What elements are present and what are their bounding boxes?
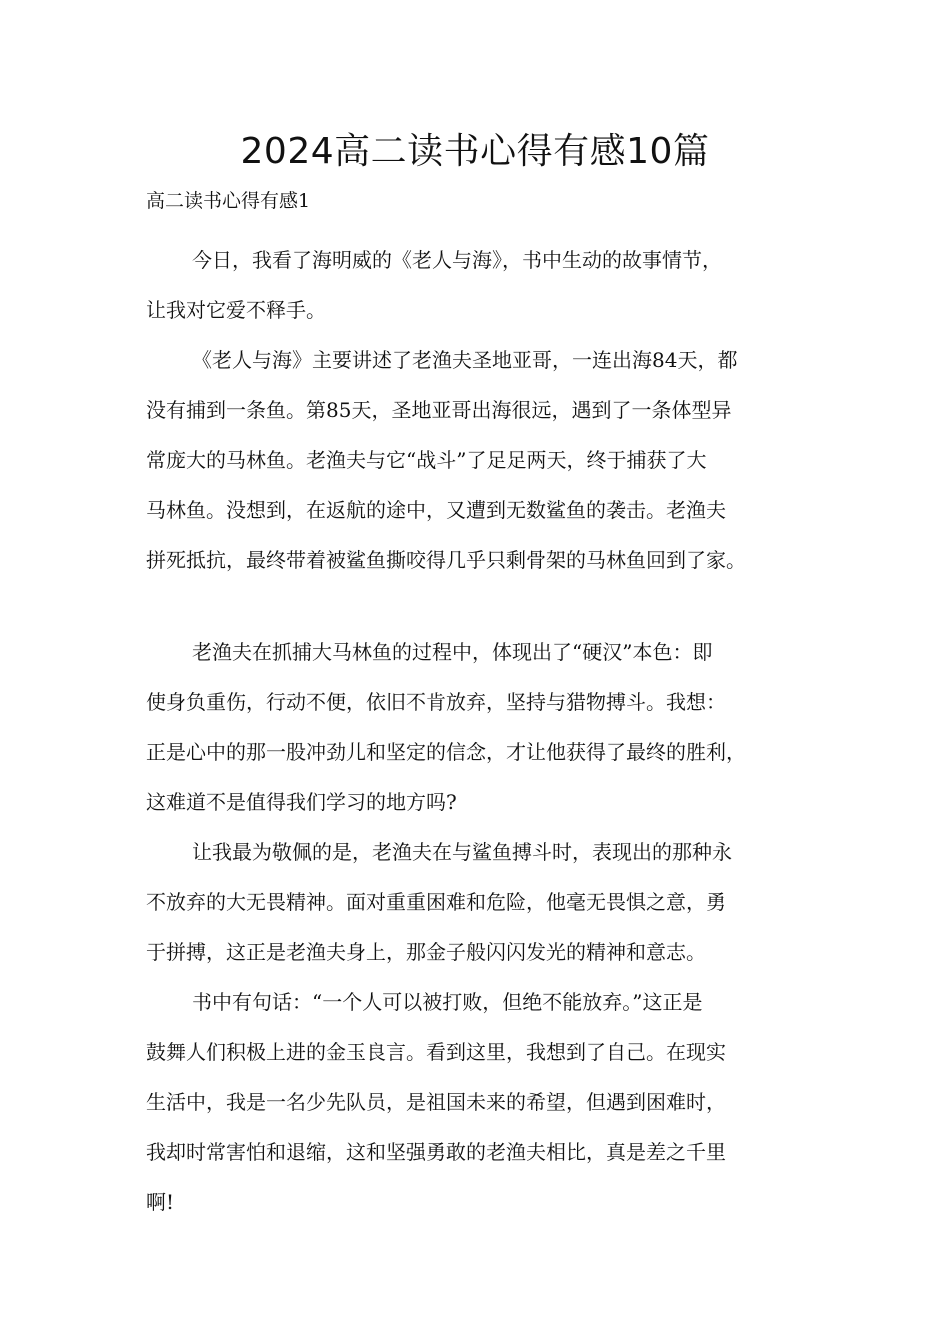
text-line: 使身负重伤，行动不便，依旧不肯放弃，坚持与猎物搏斗。我想： bbox=[146, 690, 726, 714]
text-line: 啊! bbox=[146, 1190, 175, 1214]
text-line: 不放弃的大无畏精神。面对重重困难和危险，他毫无畏惧之意，勇 bbox=[146, 890, 726, 914]
text-line: 正是心中的那一股冲劲儿和坚定的信念，才让他获得了最终的胜利， bbox=[146, 740, 746, 764]
text-line: 这难道不是值得我们学习的地方吗? bbox=[146, 790, 457, 814]
paragraph bbox=[146, 627, 816, 827]
text-line: 老渔夫在抓捕大马林鱼的过程中，体现出了“硬汉”本色：即 bbox=[192, 640, 713, 664]
text-line: 书中有句话：“一个人可以被打败，但绝不能放弃。”这正是 bbox=[192, 990, 703, 1014]
text-line: 生活中，我是一名少先队员，是祖国未来的希望，但遇到困难时， bbox=[146, 1090, 726, 1114]
text-line: 让我最为敬佩的是，老渔夫在与鲨鱼搏斗时，表现出的那种永 bbox=[192, 840, 732, 864]
text-line: 我却时常害怕和退缩，这和坚强勇敢的老渔夫相比，真是差之千里 bbox=[146, 1140, 726, 1164]
text-line: 没有捕到一条鱼。第85天，圣地亚哥出海很远，遇到了一条体型异 bbox=[146, 398, 732, 422]
paragraph bbox=[146, 827, 816, 977]
text-line: 于拼搏，这正是老渔夫身上，那金子般闪闪发光的精神和意志。 bbox=[146, 940, 706, 964]
text-line: 鼓舞人们积极上进的金玉良言。看到这里，我想到了自己。在现实 bbox=[146, 1040, 726, 1064]
paragraph bbox=[146, 335, 816, 585]
section-heading: 高二读书心得有感1 bbox=[146, 190, 311, 212]
text-line: 常庞大的马林鱼。老渔夫与它“战斗”了足足两天，终于捕获了大 bbox=[146, 448, 707, 472]
paragraph bbox=[146, 235, 816, 335]
text-line: 拼死抵抗，最终带着被鲨鱼撕咬得几乎只剩骨架的马林鱼回到了家。 bbox=[146, 548, 746, 572]
paragraph-gap bbox=[146, 585, 816, 627]
text-line: 《老人与海》主要讲述了老渔夫圣地亚哥，一连出海84天，都 bbox=[192, 348, 738, 372]
text-line: 让我对它爱不释手。 bbox=[146, 298, 326, 322]
document-title: 2024高二读书心得有感10篇 bbox=[240, 131, 710, 172]
paragraph bbox=[146, 977, 816, 1227]
document-body bbox=[146, 235, 816, 1227]
text-line: 马林鱼。没想到，在返航的途中，又遭到无数鲨鱼的袭击。老渔夫 bbox=[146, 498, 726, 522]
text-line: 今日，我看了海明威的《老人与海》，书中生动的故事情节， bbox=[192, 248, 722, 272]
